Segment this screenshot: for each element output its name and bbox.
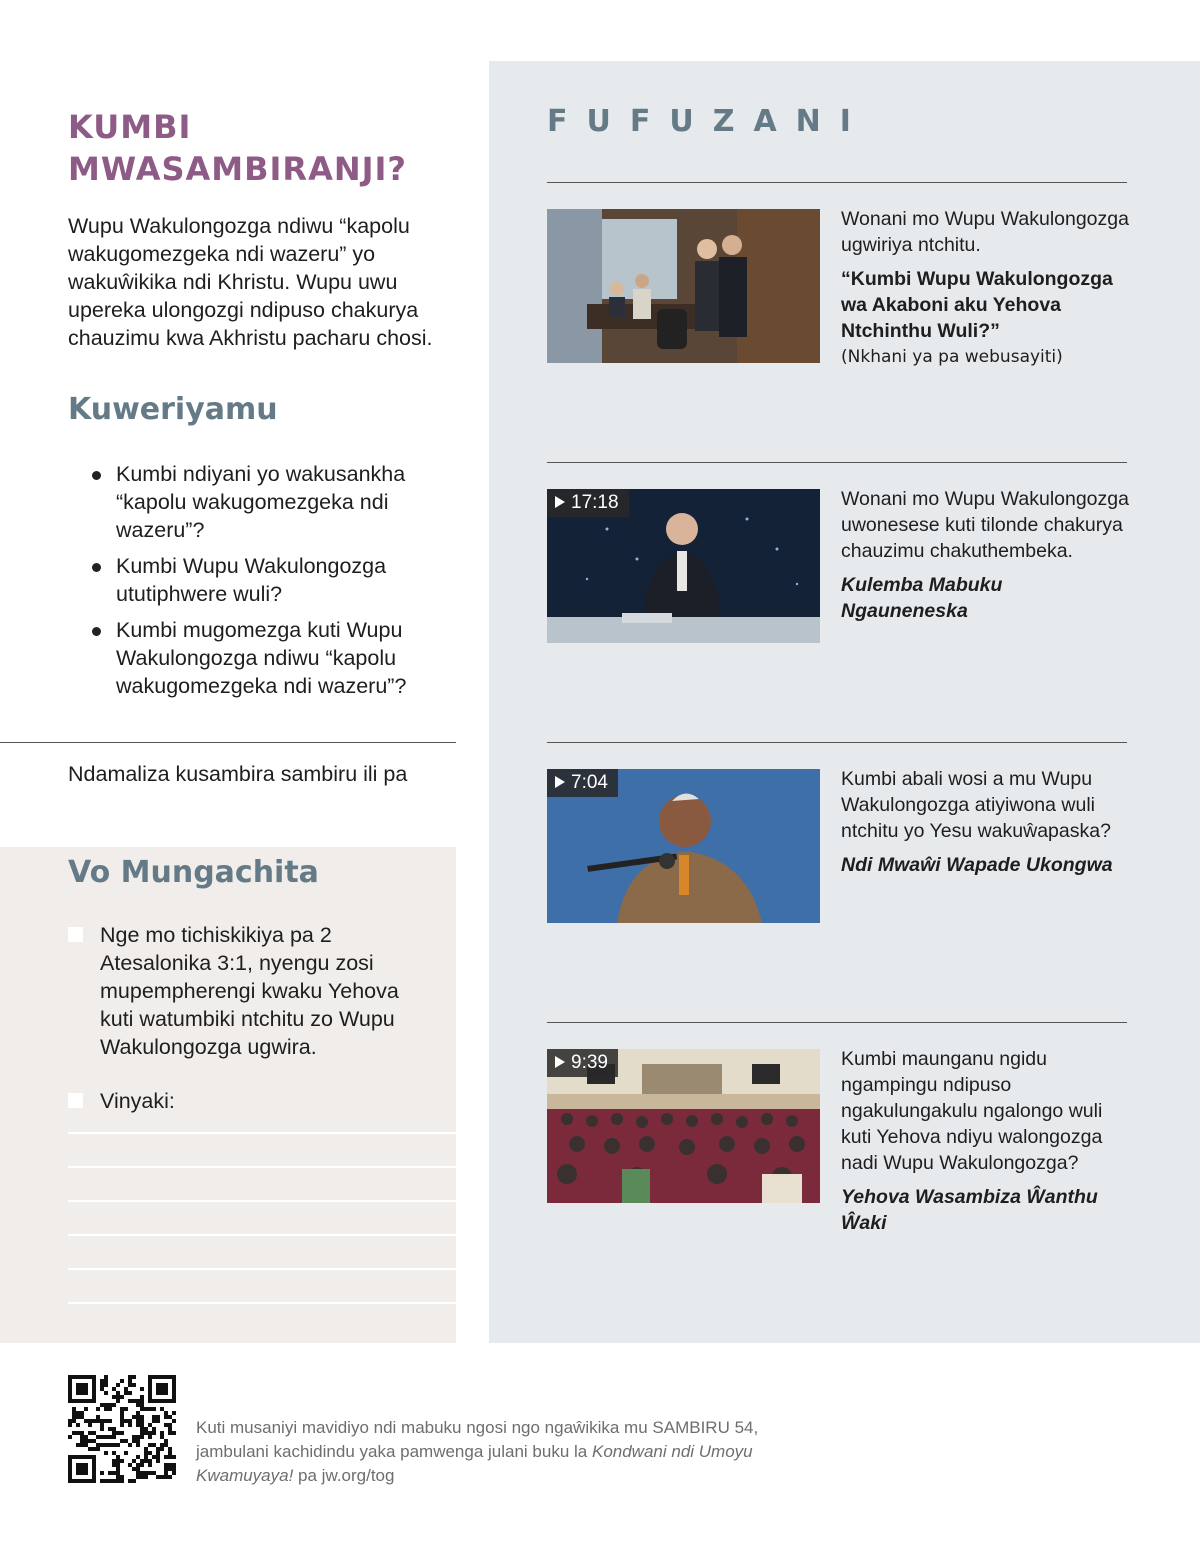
video-thumbnail[interactable]	[547, 769, 820, 923]
writing-line[interactable]	[68, 1166, 456, 1168]
footer-note: Kuti musaniyi mavidiyo ndi mabuku ngosi ngo ngaŵikika mu SAMBIRU 54, jambulani kachidindu yaka pamwenga julani buku la Kondwani ndi Umoyu Kwamuyaya! pa jw.org/tog	[196, 1418, 759, 1485]
video-duration: 9:39	[547, 1049, 618, 1077]
divider	[547, 742, 1127, 743]
item-description: Wonani mo Wupu Wakulongozga uwonesese kuti tilonde chakurya chauzimu chakuthembeka.	[841, 488, 1129, 562]
writing-line[interactable]	[68, 1234, 456, 1236]
writing-line[interactable]	[68, 1268, 456, 1270]
divider	[547, 182, 1127, 183]
divider	[547, 462, 1127, 463]
bullet-icon	[92, 563, 101, 572]
video-duration: 7:04	[547, 769, 618, 797]
video-title-link[interactable]: Ndi Mwaŵi Wapade Ukongwa	[841, 854, 1113, 876]
item-description: Wonani mo Wupu Wakulongozga ugwiriya ntchitu.	[841, 208, 1129, 256]
review-question: Kumbi ndiyani yo wakusankha “kapolu wakugomezgeka ndi wazeru”?	[92, 460, 456, 544]
completion-date-line[interactable]: Ndamaliza kusambira sambiru ili pa	[68, 762, 408, 786]
item-description: Kumbi abali wosi a mu Wupu Wakulongozga atiyiwona wuli ntchitu yo Yesu wakuŵapaska?	[841, 768, 1111, 842]
book-title: Kondwani ndi Umoyu Kwamuyaya!	[196, 1442, 753, 1485]
article-title-link[interactable]: “Kumbi Wupu Wakulongozga wa Akaboni aku Yehova Ntchinthu Wuli?”	[841, 268, 1113, 342]
writing-line[interactable]	[68, 1132, 456, 1134]
item-description: Kumbi maunganu ngidu ngampingu ndipuso ngakulungakulu ngalongo wuli kuti Yehova ndiyu walongozga nadi Wupu Wakulongozga?	[841, 1048, 1103, 1174]
lesson-question-title: KUMBI MWASAMBIRANJI?	[68, 108, 407, 188]
checkbox[interactable]	[68, 1093, 83, 1108]
play-icon	[555, 1056, 565, 1068]
review-heading: Kuweriyamu	[68, 392, 278, 427]
item-note: (Nkhani ya pa webusayiti)	[841, 347, 1063, 367]
article-thumbnail[interactable]	[547, 209, 820, 363]
explore-heading: FUFUZANI	[547, 104, 870, 139]
checkbox[interactable]	[68, 927, 83, 942]
play-icon	[555, 776, 565, 788]
video-thumbnail[interactable]	[547, 489, 820, 643]
writing-line[interactable]	[68, 1302, 456, 1304]
video-thumbnail[interactable]	[547, 1049, 820, 1203]
bullet-icon	[92, 627, 101, 636]
goal-text: Vinyaki:	[100, 1089, 175, 1113]
bullet-icon	[92, 471, 101, 480]
goals-heading: Vo Mungachita	[68, 855, 319, 890]
divider	[547, 1022, 1127, 1023]
meeting-room-photo	[547, 209, 820, 363]
explore-item	[841, 486, 1131, 624]
review-question: Kumbi mugomezga kuti Wupu Wakulongozga ndiwu “kapolu wakugomezgeka ndi wazeru”?	[92, 616, 456, 700]
play-icon	[555, 496, 565, 508]
divider	[0, 742, 456, 743]
explore-item	[841, 766, 1131, 878]
explore-item	[841, 206, 1131, 370]
intro-paragraph: Wupu Wakulongozga ndiwu “kapolu wakugomezgeka ndi wazeru” yo wakuŵikika ndi Khristu. Wupu uwu upereka ulongozgi ndipuso chakurya chauzimu kwa Akhristu pacharu chosi.	[68, 214, 433, 350]
goal-text: Nge mo tichiskikiya pa 2 Atesalonika 3:1, nyengu zosi mupempherengi kwaku Yehova kuti watumbiki ntchitu zo Wupu Wakulongozga ugwira.	[100, 923, 399, 1059]
goal-item	[68, 921, 438, 1061]
review-question: Kumbi Wupu Wakulongozga ututiphwere wuli?	[92, 552, 456, 608]
review-questions	[92, 460, 456, 708]
writing-line[interactable]	[68, 1200, 456, 1202]
qr-code-icon[interactable]	[68, 1375, 176, 1483]
video-title-link[interactable]: Yehova Wasambiza Ŵanthu Ŵaki	[841, 1186, 1098, 1234]
explore-item	[841, 1046, 1131, 1236]
video-title-link[interactable]: Kulemba Mabuku Ngauneneska	[841, 574, 1003, 622]
video-duration: 17:18	[547, 489, 629, 517]
goal-item-other	[68, 1087, 438, 1115]
